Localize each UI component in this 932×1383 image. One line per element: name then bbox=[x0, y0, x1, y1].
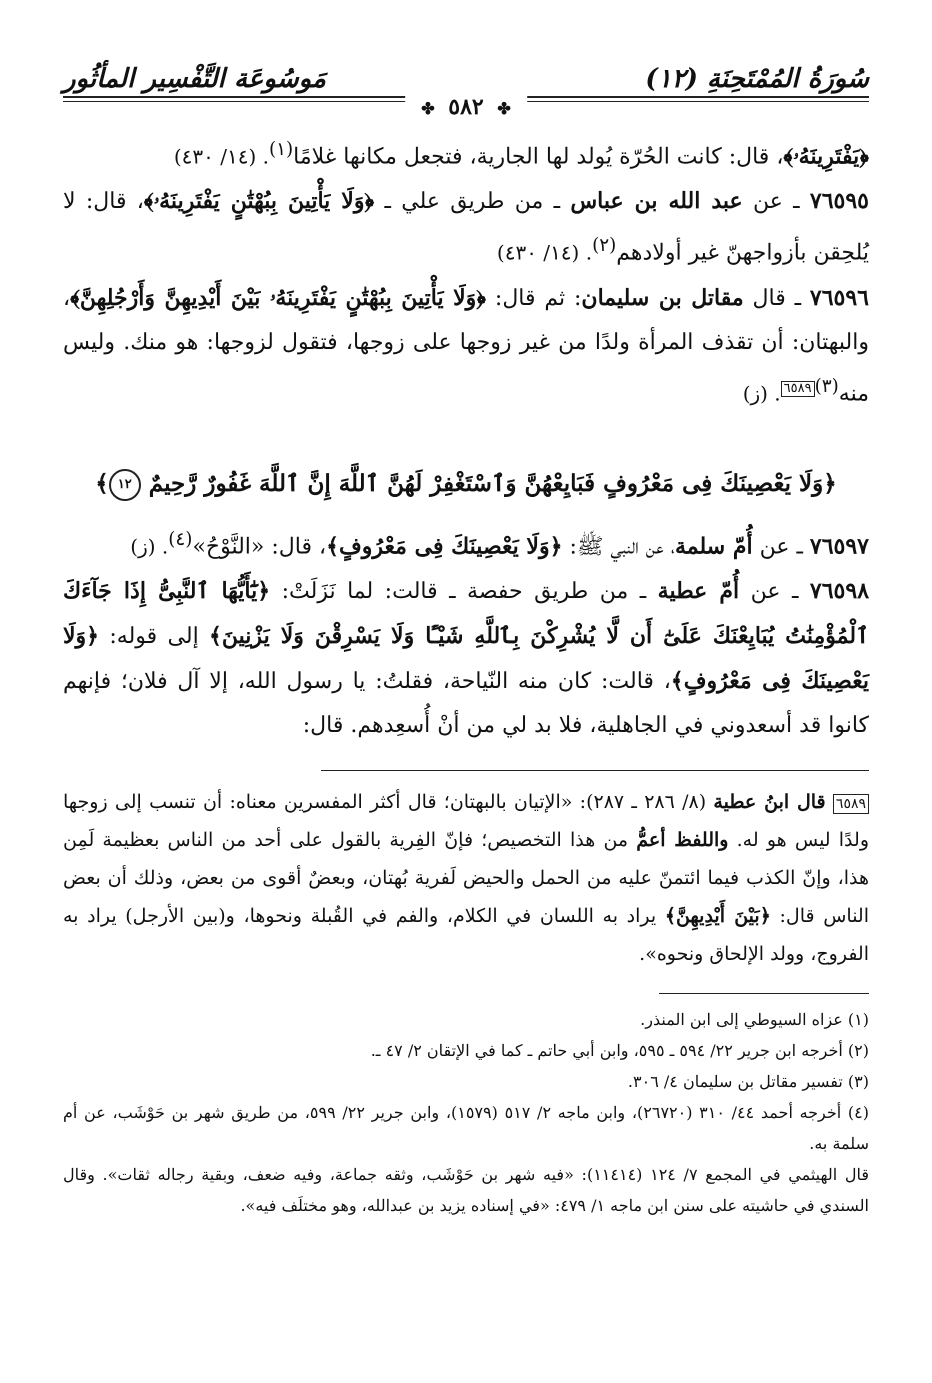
entry-text: ـ من طريق حفصة ـ قالت: لما نَزَلَتْ: bbox=[270, 579, 658, 605]
entry-76598 bbox=[63, 569, 869, 748]
footnote-4-note: قال الهيثمي في المجمع ٧/ ١٢٤ (١١٤١٤): «فيه شهر بن حَوْشَب، وثقه جماعة، وفيه ضعف، وبقية رجاله ثقات». وقال السندي في حاشيته على سنن ابن ماجه ١/ ٤٧٩: «في إسناده يزيد بن عبدالله، وهو مختلَف فيه». bbox=[63, 1165, 870, 1216]
footnote-marker: (١) bbox=[269, 139, 294, 160]
ayah-number-icon: ١٢ bbox=[109, 469, 141, 501]
page-number-block bbox=[405, 94, 527, 120]
footnote-2: (٢) أخرجه ابن جرير ٢٢/ ٥٩٤ ـ ٥٩٥، وابن أبي حاتم ـ كما في الإتقان ٢/ ٤٧ ـ. bbox=[370, 1041, 869, 1061]
narrator-name: أُمّ عطية bbox=[657, 578, 740, 605]
entry-text: ـ من طريق علي ـ bbox=[374, 189, 571, 215]
entry-continued bbox=[63, 128, 869, 179]
running-head bbox=[63, 50, 869, 92]
book-title: مَوسُوعَة التَّفْسِير المأثُور bbox=[63, 64, 326, 94]
commentary-bold: واللفظ أعمُّ bbox=[636, 829, 729, 852]
entry-text: ، عن النبي ﷺ: bbox=[562, 534, 675, 560]
entry-text: ـ عن bbox=[742, 189, 810, 215]
verse-text: ﴿وَلَا يَعْصِينَكَ فِى مَعْرُوفٍ فَبَايِعْهُنَّ وَٱسْتَغْفِرْ لَهُنَّ ٱللَّهَ إِنَّ ٱللَّهَ غَفُورٌ رَّحِيمٌ bbox=[148, 469, 837, 497]
commentary-text: يراد به اللسان في الكلام، والفم في القُبلة ونحوها، و(بين الأرجل) يراد به الفروج، وولد الإلحاق ونحوه». bbox=[63, 905, 869, 966]
verse-heading bbox=[63, 462, 869, 506]
footnote-1: (١) عزاه السيوطي إلى ابن المنذر. bbox=[640, 1010, 869, 1030]
citation: . (١٤/ ٤٣٠) bbox=[173, 144, 269, 169]
verse-close: ﴾ bbox=[95, 469, 109, 497]
quran-quote: ﴿وَلَا يَأْتِينَ بِبُهْتَٰنٍ يَفْتَرِينَهُۥ﴾ bbox=[143, 188, 375, 215]
quran-quote: ﴿وَلَا يَعْصِينَكَ فِى مَعْرُوفٍ﴾ bbox=[326, 533, 563, 560]
quran-quote: ﴿وَلَا يَأْتِينَ بِبُهْتَٰنٍ يَفْتَرِينَهُۥ بَيْنَ أَيْدِيهِنَّ وَأَرْجُلِهِنَّ﴾ bbox=[70, 284, 487, 311]
footnote-3: (٣) تفسير مقاتل بن سليمان ٤/ ٣٠٦. bbox=[627, 1072, 869, 1092]
entry-text: ـ عن bbox=[739, 579, 810, 605]
main-text bbox=[63, 128, 869, 748]
commentary-separator bbox=[321, 770, 869, 771]
footnotes bbox=[63, 1004, 869, 1221]
commentary-ref-box: ٦٥٨٩ bbox=[833, 794, 869, 814]
entry-text: ، قالت: كان منه النّياحة، فقلتُ: يا رسول الله، إلا آل فلان؛ فإنهم كانوا قد أسعدوني في الجاهلية، فلا بد لي من أنْ أُسعِدهم. قال: bbox=[63, 669, 869, 739]
citation: . (ز) bbox=[742, 380, 781, 405]
surah-title: سُورَةُ المُمْتَحِنَةِ (١٢) bbox=[645, 64, 869, 94]
entry-text: ، قال: كانت الحُرّة يُولد لها الجارية، فتجعل مكانها غلامًا bbox=[293, 144, 784, 170]
entry-76595 bbox=[63, 179, 869, 275]
entry-number: ٧٦٥٩٧ bbox=[809, 533, 869, 560]
quran-quote: ﴿وَلَا يَعْصِينَكَ فِى مَعْرُوفٍ﴾ bbox=[63, 623, 869, 695]
quran-quote: ﴿يَٰٓأَيُّهَا ٱلنَّبِىُّ إِذَا جَآءَكَ ٱلْمُؤْمِنَٰتُ يُبَايِعْنَكَ عَلَىٰٓ أَن لَّا يُشْرِكْنَ بِٱللَّهِ شَيْـًٔا وَلَا يَسْرِقْنَ وَلَا يَزْنِينَ﴾ bbox=[63, 578, 869, 650]
entry-text: ـ قال bbox=[743, 285, 810, 311]
commentary-box bbox=[63, 783, 869, 973]
footnote-separator bbox=[659, 993, 869, 994]
entry-text: ، قال: «النَّوْحُ» bbox=[192, 534, 327, 560]
quran-quote: ﴿بَيْنَ أَيْدِيهِنَّ﴾ bbox=[664, 905, 771, 928]
ornament-icon: ✤ bbox=[497, 99, 511, 118]
entry-text: ، قال: لا يُلحِقن بأزواجهنّ غير أولادهم bbox=[63, 189, 869, 266]
page-header bbox=[63, 50, 869, 120]
entry-number: ٧٦٥٩٨ bbox=[809, 578, 870, 605]
footnote-marker: (٣) bbox=[814, 375, 839, 397]
entry-text: : ثم قال: bbox=[486, 285, 582, 311]
footnote-marker: (٢) bbox=[592, 235, 617, 257]
narrator-name: مقاتل بن سليمان bbox=[581, 284, 744, 311]
page-number: ٥٨٢ bbox=[448, 94, 484, 120]
entry-text: ـ عن bbox=[752, 534, 810, 560]
quran-quote: ﴿يَفْتَرِينَهُۥ﴾ bbox=[783, 143, 869, 170]
book-page bbox=[63, 50, 869, 1360]
commentary-location: (٨/ ٢٨٦ ـ ٢٨٧): bbox=[572, 791, 714, 814]
narrator-name: أُمّ سلمة bbox=[674, 533, 753, 560]
footnote-4: (٤) أخرجه أحمد ٤٤/ ٣١٠ (٢٦٧٢٠)، وابن ماجه ٢/ ٥١٧ (١٥٧٩)، وابن جرير ٢٢/ ٥٩٩، من طريق شهر بن حَوْشَب، عن أم سلمة به. bbox=[63, 1103, 870, 1154]
ornament-icon: ✤ bbox=[421, 99, 435, 118]
citation: . (ز) bbox=[130, 534, 169, 559]
entry-text: ، والبهتان: أن تقذف المرأة ولدًا من غير زوجها على زوجها، فتقول لزوجها: هو منك. وليس منه bbox=[63, 285, 869, 406]
entry-number: ٧٦٥٩٥ bbox=[809, 188, 869, 215]
entry-text: إلى قوله: bbox=[99, 624, 210, 650]
commentary-author: قال ابنُ عطية bbox=[713, 791, 826, 814]
footnote-marker: (٤) bbox=[168, 528, 193, 550]
citation: . (١٤/ ٤٣٠) bbox=[496, 240, 593, 265]
commentary-paragraph bbox=[63, 783, 869, 973]
narrator-name: عبد الله بن عباس bbox=[570, 188, 743, 215]
entry-76596 bbox=[63, 276, 869, 416]
entry-number: ٧٦٥٩٦ bbox=[809, 284, 869, 311]
commentary-text: «الإتيان بالبهتان؛ قال أكثر المفسرين معناه: أن تنسب إلى زوجها ولدًا ليس هو له. bbox=[63, 791, 869, 852]
commentary-ref-box: ٦٥٨٩ bbox=[781, 381, 815, 397]
entry-76597 bbox=[63, 518, 869, 569]
commentary-text: من هذا التخصيص؛ فإنّ الفِرية بالقول على أحد من الناس بعظيمة لَمِن هذا، وإنّ الكذب فيما ائتمنّ عليه من الحمل والحيض لَفرية بُهتان، وبعضٌ أقوى من بعض، وذلك أن بعض الناس قال: bbox=[63, 829, 869, 928]
